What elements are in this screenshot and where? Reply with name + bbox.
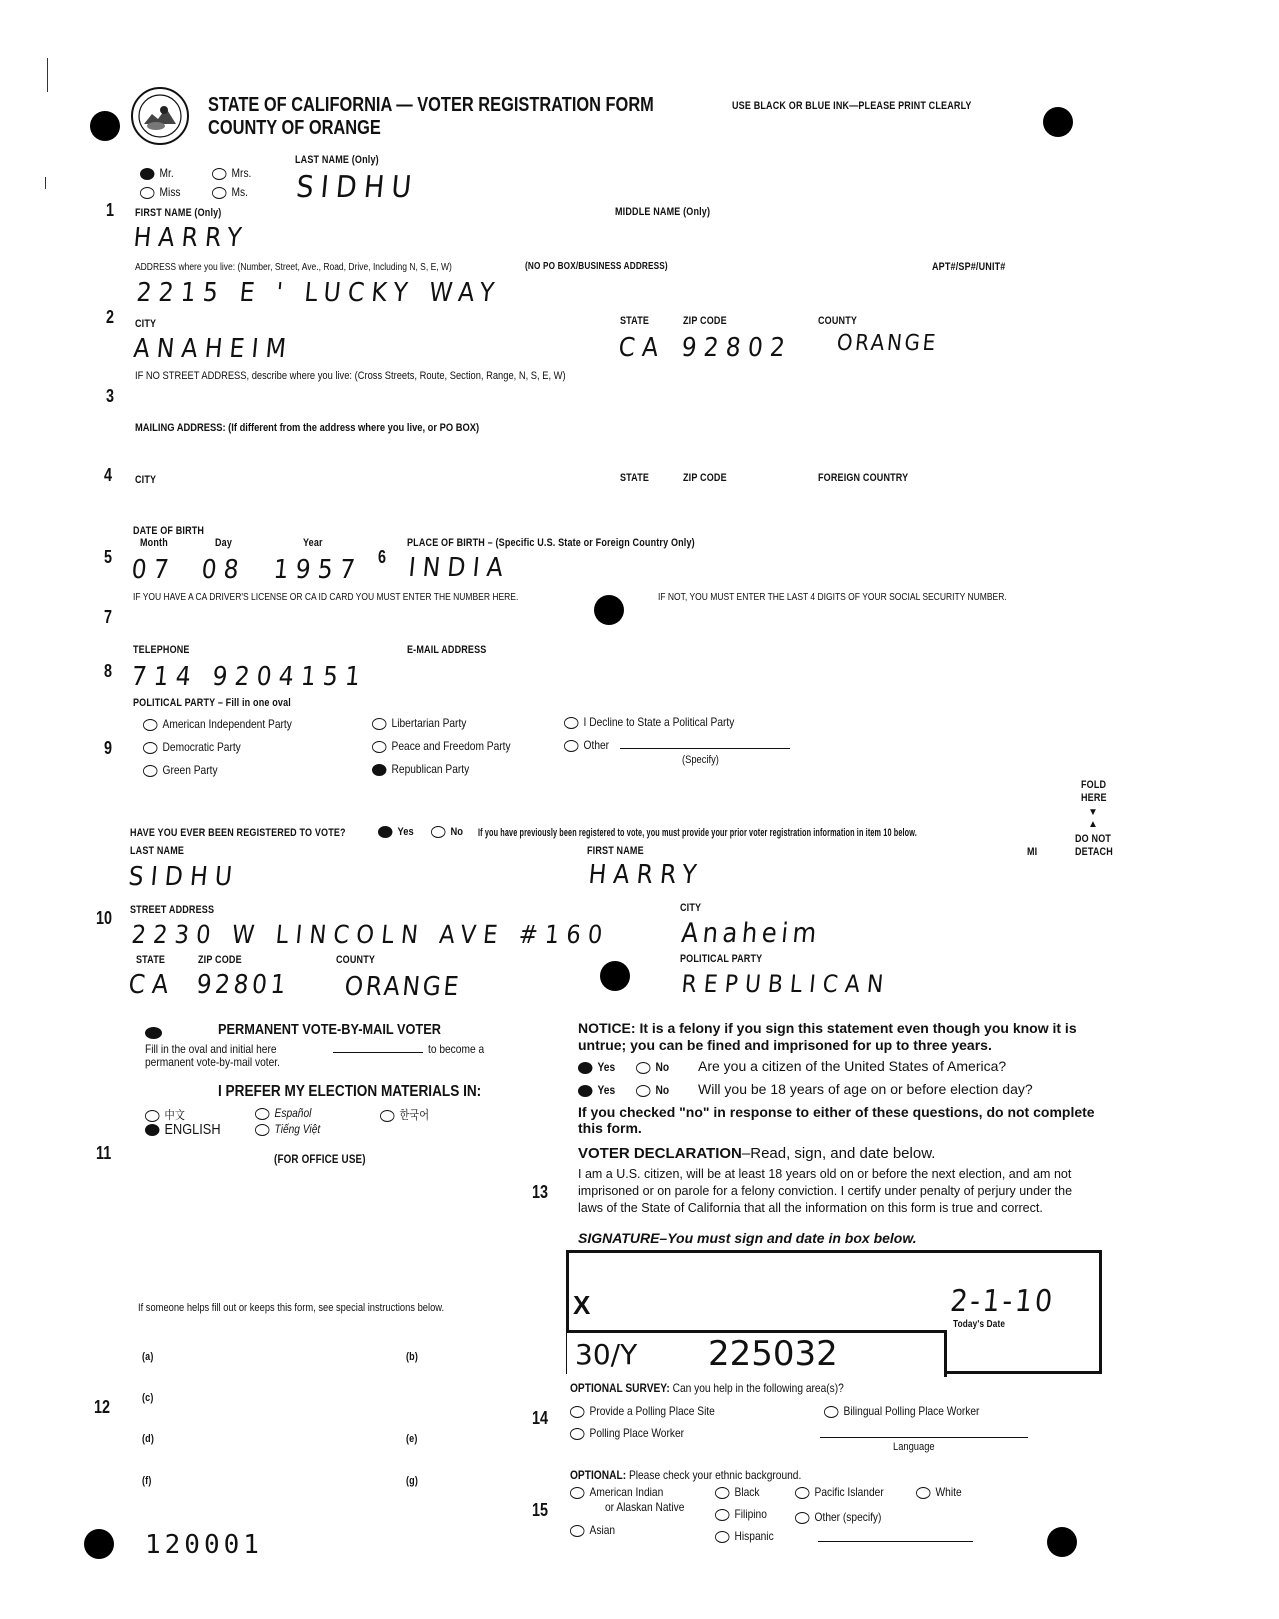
registration-mark xyxy=(90,111,120,141)
helper-field-d[interactable]: (d) xyxy=(142,1433,155,1445)
felony-notice: NOTICE: It is a felony if you sign this statement even though you know it is untrue; you can be fined and imprisoned for up to three years. xyxy=(578,1020,1077,1053)
prior-county-label: COUNTY xyxy=(336,954,376,966)
title-option-miss[interactable]: Miss xyxy=(140,185,181,199)
form-number: 120001 xyxy=(145,1530,263,1560)
section-number: 5 xyxy=(104,547,113,567)
county-value[interactable]: ORANGE xyxy=(835,331,939,356)
todays-date-label: Today's Date xyxy=(953,1319,1006,1330)
title-option-mr[interactable]: Mr. xyxy=(140,166,174,180)
language-label: Language xyxy=(893,1441,935,1453)
declaration-text: I am a U.S. citizen, will be at least 18 years old on or before the next election, and am not imprisoned or on parole for a felony conviction. I certify under penalty of perjury under the laws of the State of California that all the information on this form is true and correct. xyxy=(578,1167,1073,1215)
prior-first-name-label: FIRST NAME xyxy=(587,845,644,857)
ink-instruction: USE BLACK OR BLUE INK—PLEASE PRINT CLEARLY xyxy=(732,100,972,112)
scan-artifact xyxy=(45,177,46,189)
registration-mark xyxy=(594,595,624,625)
declaration-title: VOTER DECLARATION–Read, sign, and date below. xyxy=(578,1145,936,1162)
section-number: 1 xyxy=(106,200,115,220)
prior-state-value[interactable]: CA xyxy=(127,970,177,1000)
notice-warning: If you checked "no" in response to either of these questions, do not complete this form. xyxy=(578,1104,1095,1136)
ethnic-option-filipino[interactable]: Filipino xyxy=(715,1507,767,1521)
county-label: COUNTY xyxy=(818,315,858,327)
ethnic-option-hispanic[interactable]: Hispanic xyxy=(715,1529,774,1543)
helper-field-c[interactable]: (c) xyxy=(142,1392,154,1404)
mailing-city-label: CITY xyxy=(135,474,157,486)
prior-city-value[interactable]: Anaheim xyxy=(680,918,823,949)
registered-no-option[interactable]: No xyxy=(431,826,463,838)
helper-field-g[interactable]: (g) xyxy=(406,1475,419,1487)
citizen-question: Are you a citizen of the United States of America? xyxy=(698,1058,1007,1074)
language-title: I PREFER MY ELECTION MATERIALS IN: xyxy=(218,1083,482,1100)
helper-field-f[interactable]: (f) xyxy=(142,1475,152,1487)
no-po-box-note: (NO PO BOX/BUSINESS ADDRESS) xyxy=(525,261,668,272)
section-number: 10 xyxy=(96,908,113,928)
mailing-state-label: STATE xyxy=(620,472,650,484)
vote-by-mail-instruction: to become a xyxy=(428,1042,485,1056)
state-value[interactable]: CA xyxy=(617,333,667,363)
section-number: 4 xyxy=(104,465,113,485)
helper-field-a[interactable]: (a) xyxy=(142,1351,154,1363)
drivers-license-label: IF YOU HAVE A CA DRIVER'S LICENSE OR CA ID CARD YOU MUST ENTER THE NUMBER HERE. xyxy=(133,592,519,603)
ethnic-label: OPTIONAL: Please check your ethnic background. xyxy=(570,1468,802,1482)
detach-label: DO NOT xyxy=(1075,833,1112,845)
address-label: ADDRESS where you live: (Number, Street, Ave., Road, Drive, Including N, S, E, W) xyxy=(135,262,452,273)
fold-label: HERE xyxy=(1081,792,1107,804)
apt-label: APT#/SP#/UNIT# xyxy=(932,261,1006,273)
specify-label: (Specify) xyxy=(682,754,719,766)
party-option-democratic[interactable]: Democratic Party xyxy=(143,740,241,754)
street-address-value[interactable]: 2215 E ' LUCKY WAY xyxy=(135,278,503,308)
dob-day-label: Day xyxy=(215,537,233,549)
section-number: 6 xyxy=(378,547,387,567)
last-name-value[interactable]: SIDHU xyxy=(294,170,420,205)
section-number: 15 xyxy=(532,1500,549,1520)
party-option-green[interactable]: Green Party xyxy=(143,763,218,777)
age-no-option[interactable]: No xyxy=(636,1083,669,1097)
form-title: STATE OF CALIFORNIA — VOTER REGISTRATION FORM xyxy=(208,94,654,116)
prior-street-value[interactable]: 2230 W LINCOLN AVE #160 xyxy=(130,920,611,949)
first-name-label: FIRST NAME (Only) xyxy=(135,207,222,219)
party-option-decline[interactable]: I Decline to State a Political Party xyxy=(564,715,734,729)
ethnic-option-asian[interactable]: Asian xyxy=(570,1523,615,1537)
survey-label: OPTIONAL SURVEY: Can you help in the following area(s)? xyxy=(570,1381,844,1395)
language-option-spanish[interactable]: Español xyxy=(255,1106,311,1120)
party-option-libertarian[interactable]: Libertarian Party xyxy=(372,716,466,730)
vote-by-mail-oval[interactable] xyxy=(145,1024,168,1042)
prior-street-label: STREET ADDRESS xyxy=(130,904,215,916)
ethnic-option-black[interactable]: Black xyxy=(715,1485,759,1499)
zip-value[interactable]: 92802 xyxy=(680,333,794,363)
registered-yes-option[interactable]: Yes xyxy=(378,826,414,838)
registration-mark xyxy=(84,1529,114,1559)
ethnic-other-line[interactable] xyxy=(818,1541,973,1542)
dob-month-label: Month xyxy=(140,537,168,549)
prior-party-value[interactable]: REPUBLICAN xyxy=(680,970,892,998)
prior-first-name-value[interactable]: HARRY xyxy=(587,860,705,890)
detach-label: DETACH xyxy=(1075,846,1113,858)
city-value[interactable]: ANAHEIM xyxy=(132,334,295,364)
dob-day-value[interactable]: 08 xyxy=(200,555,248,585)
dob-label: DATE OF BIRTH xyxy=(133,525,205,537)
office-use-label: (FOR OFFICE USE) xyxy=(274,1152,366,1166)
survey-option-polling-site[interactable]: Provide a Polling Place Site xyxy=(570,1404,715,1418)
party-option-peace-and-freedom[interactable]: Peace and Freedom Party xyxy=(372,739,511,753)
age-question: Will you be 18 years of age on or before election day? xyxy=(698,1081,1033,1097)
language-option-vietnamese[interactable]: Tiếng Việt xyxy=(255,1122,320,1136)
ethnic-option-pacific-islander[interactable]: Pacific Islander xyxy=(795,1485,884,1499)
language-option-chinese[interactable]: 中文 xyxy=(145,1106,185,1123)
section-number: 14 xyxy=(532,1408,549,1428)
prior-state-label: STATE xyxy=(136,954,166,966)
vote-by-mail-instruction: Fill in the oval and initial here xyxy=(145,1042,277,1056)
title-option-mrs[interactable]: Mrs. xyxy=(212,166,251,180)
ethnic-option-white[interactable]: White xyxy=(916,1485,962,1499)
section-number: 11 xyxy=(96,1143,112,1163)
ssn-label: IF NOT, YOU MUST ENTER THE LAST 4 DIGITS OF YOUR SOCIAL SECURITY NUMBER. xyxy=(658,592,1007,603)
city-label: CITY xyxy=(135,318,157,330)
county-title: COUNTY OF ORANGE xyxy=(208,117,381,139)
section-number: 2 xyxy=(106,307,115,327)
prior-last-name-label: LAST NAME xyxy=(130,845,185,857)
stamp-number: 225032 xyxy=(708,1334,838,1374)
first-name-value[interactable]: HARRY xyxy=(132,223,250,253)
party-option-republican[interactable]: Republican Party xyxy=(372,762,469,776)
registration-mark xyxy=(1043,107,1073,137)
survey-option-bilingual-worker[interactable]: Bilingual Polling Place Worker xyxy=(824,1404,979,1418)
prior-last-name-value[interactable]: SIDHU xyxy=(127,862,241,892)
email-label: E-MAIL ADDRESS xyxy=(407,644,487,656)
helper-field-b[interactable]: (b) xyxy=(406,1351,419,1363)
signature-x-mark: X xyxy=(573,1290,591,1320)
registration-mark xyxy=(1047,1527,1077,1557)
prior-mi-label: MI xyxy=(1027,846,1038,858)
mailing-address-label: MAILING ADDRESS: (If different from the address where you live, or PO BOX) xyxy=(135,422,480,434)
fold-label: FOLD xyxy=(1081,779,1107,791)
language-line[interactable] xyxy=(820,1437,1028,1438)
party-option-other[interactable]: Other xyxy=(564,738,609,752)
party-option-american-independent[interactable]: American Independent Party xyxy=(143,717,292,731)
dob-month-value[interactable]: 07 xyxy=(130,555,178,585)
registration-mark xyxy=(600,961,630,991)
stamp-code: 30/Y xyxy=(575,1338,638,1371)
initial-line[interactable] xyxy=(333,1052,423,1053)
section-number: 7 xyxy=(104,607,113,627)
vote-by-mail-title: PERMANENT VOTE-BY-MAIL VOTER xyxy=(218,1021,441,1038)
zip-label: ZIP CODE xyxy=(683,315,727,327)
dob-year-value[interactable]: 1957 xyxy=(272,555,364,585)
mailing-zip-label: ZIP CODE xyxy=(683,472,727,484)
citizen-yes-option[interactable]: Yes xyxy=(578,1060,615,1074)
prior-registration-instruction: If you have previously been registered to vote, you must provide your prior voter registration information in item 10 below. xyxy=(478,827,917,839)
prior-city-label: CITY xyxy=(680,902,702,914)
place-of-birth-value[interactable]: INDIA xyxy=(407,553,512,583)
fold-arrow-down-icon: ▼ xyxy=(1088,807,1098,818)
other-party-line xyxy=(620,748,790,749)
helper-note: If someone helps fill out or keeps this form, see special instructions below. xyxy=(138,1302,445,1314)
california-seal-icon xyxy=(130,86,190,146)
scan-artifact xyxy=(47,58,48,92)
place-of-birth-label: PLACE OF BIRTH – (Specific U.S. State or Foreign Country Only) xyxy=(407,537,695,549)
ethnic-option-american-indian[interactable]: American Indian xyxy=(570,1485,663,1499)
survey-option-polling-worker[interactable]: Polling Place Worker xyxy=(570,1426,684,1440)
ethnic-option-other[interactable]: Other (specify) xyxy=(795,1510,881,1524)
state-label: STATE xyxy=(620,315,650,327)
section-number: 9 xyxy=(104,738,113,758)
prior-zip-label: ZIP CODE xyxy=(198,954,242,966)
prior-party-label: POLITICAL PARTY xyxy=(680,953,763,965)
prior-county-value[interactable]: ORANGE xyxy=(343,972,463,1002)
middle-name-label: MIDDLE NAME (Only) xyxy=(615,206,711,218)
foreign-country-label: FOREIGN COUNTRY xyxy=(818,472,909,484)
signature-date-value[interactable]: 2-1-10 xyxy=(948,1284,1057,1319)
title-option-ms[interactable]: Ms. xyxy=(212,185,248,199)
age-yes-option[interactable]: Yes xyxy=(578,1083,615,1097)
no-street-address-label: IF NO STREET ADDRESS, describe where you live: (Cross Streets, Route, Section, Range, N, S, E, W) xyxy=(135,370,566,382)
prior-zip-value[interactable]: 92801 xyxy=(195,970,291,1000)
telephone-value[interactable]: 714 9204151 xyxy=(130,662,369,692)
fold-arrow-up-icon: ▲ xyxy=(1088,819,1098,830)
telephone-label: TELEPHONE xyxy=(133,644,190,656)
section-number: 8 xyxy=(104,661,113,681)
section-number: 3 xyxy=(106,386,115,406)
section-number: 12 xyxy=(94,1397,111,1417)
registered-before-question: HAVE YOU EVER BEEN REGISTERED TO VOTE? xyxy=(130,827,346,839)
helper-field-e[interactable]: (e) xyxy=(406,1433,418,1445)
last-name-label: LAST NAME (Only) xyxy=(295,154,379,166)
section-number: 13 xyxy=(532,1182,549,1202)
dob-year-label: Year xyxy=(303,537,323,549)
signature-label: SIGNATURE–You must sign and date in box below. xyxy=(578,1230,917,1246)
citizen-no-option[interactable]: No xyxy=(636,1060,669,1074)
ethnic-option-american-indian-line2: or Alaskan Native xyxy=(605,1500,685,1514)
language-option-korean[interactable]: 한국어 xyxy=(380,1106,429,1123)
party-label: POLITICAL PARTY – Fill in one oval xyxy=(133,697,291,709)
language-option-english[interactable]: ENGLISH xyxy=(145,1121,221,1138)
vote-by-mail-instruction: permanent vote-by-mail voter. xyxy=(145,1055,280,1069)
